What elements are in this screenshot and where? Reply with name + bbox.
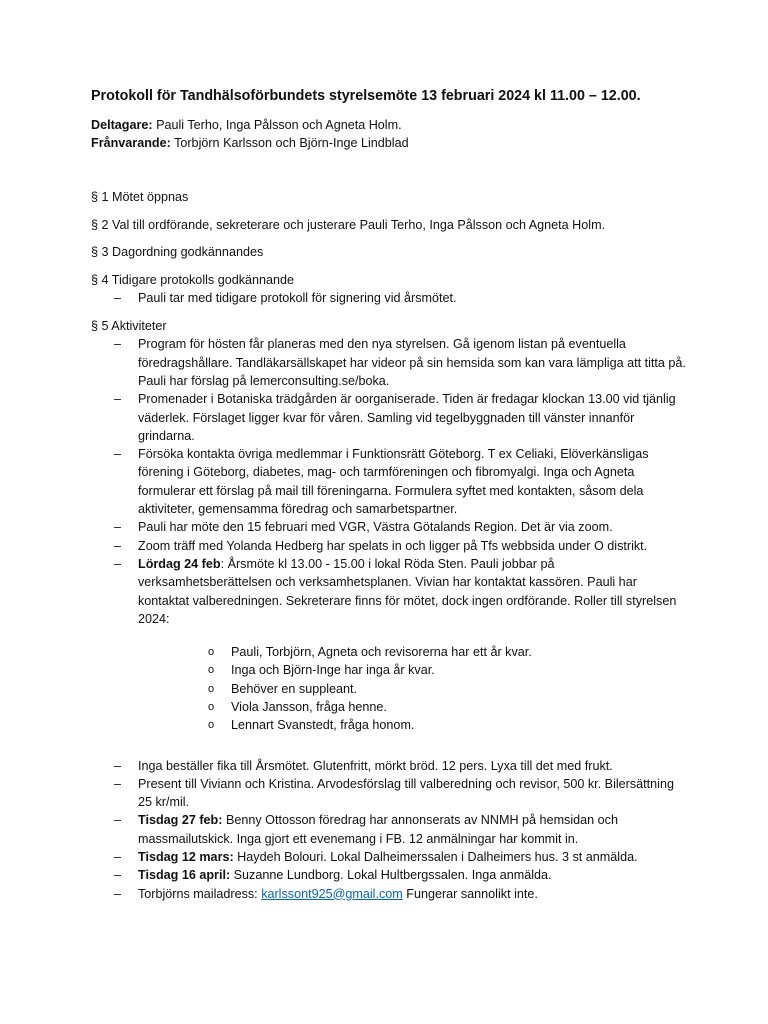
document-title: Protokoll för Tandhälsoförbundets styrelsemöte 13 februari 2024 kl 11.00 – 12.00. bbox=[91, 88, 641, 104]
list-item-text: : Årsmöte kl 13.00 - 15.00 i lokal Röda Sten. Pauli jobbar på verksamhetsberättelsen och verksamhetsplanen. Vivian har kontaktat kassören. Pauli har kontaktat valberedningen. Sekreterare finns för mötet, dock ingen ordförande. Roller till styrelsen 2024: bbox=[138, 556, 677, 626]
list-item bbox=[91, 757, 691, 775]
list-item bbox=[91, 537, 691, 555]
list-item bbox=[91, 518, 691, 536]
list-item-text: Benny Ottosson föredrag har annonserats av NNMH på hemsidan och massmailutskick. Inga gjort ett evenemang i FB. 12 anmälningar har kommit in. bbox=[138, 813, 618, 846]
list-item bbox=[91, 866, 691, 884]
section-2 bbox=[91, 216, 691, 234]
section-1-heading: § 1 Mötet öppnas bbox=[91, 190, 189, 204]
list-item-text: Inga beställer fika till Årsmötet. Glutenfritt, mörkt bröd. 12 pers. Lyxa till det med frukt. bbox=[138, 758, 613, 773]
list-item bbox=[91, 390, 691, 445]
list-item-label: Tisdag 16 april: bbox=[138, 868, 231, 883]
section-3-heading: § 3 Dagordning godkännandes bbox=[91, 245, 264, 260]
section-5-list bbox=[91, 335, 691, 903]
section-5 bbox=[91, 317, 691, 903]
section-4 bbox=[91, 271, 691, 308]
list-item-text: Pauli har möte den 15 februari med VGR, Västra Götalands Region. Det är via zoom. bbox=[138, 520, 613, 535]
roles-item: o Inga och Björn-Inge har inga år kvar. bbox=[138, 661, 691, 679]
sections bbox=[91, 188, 691, 912]
roles-item: o Lennart Svanstedt, fråga honom. bbox=[138, 716, 691, 734]
attendees-value: Pauli Terho, Inga Pålsson och Agneta Holm. bbox=[152, 118, 402, 132]
list-item-text: Haydeh Bolouri. Lokal Dalheimerssalen i Dalheimers hus. 3 st anmälda. bbox=[233, 850, 638, 865]
list-item-text: Fungerar sannolikt inte. bbox=[402, 886, 538, 901]
section-4-list bbox=[91, 289, 691, 307]
section-1 bbox=[91, 188, 691, 206]
section-4-heading: § 4 Tidigare protokolls godkännande bbox=[91, 273, 295, 288]
list-item bbox=[91, 445, 691, 518]
roles-item: o Pauli, Torbjörn, Agneta och revisorerna har ett år kvar. bbox=[138, 643, 691, 661]
list-item bbox=[91, 289, 691, 307]
list-item-annual-meeting bbox=[91, 555, 691, 735]
list-item bbox=[91, 885, 691, 903]
absent-label: Frånvarande: bbox=[91, 136, 171, 151]
list-item-text: Suzanne Lundborg. Lokal Hultbergssalen. Inga anmälda. bbox=[230, 868, 552, 883]
list-item-label: Tisdag 27 feb: bbox=[138, 813, 223, 828]
attendees-line bbox=[91, 116, 409, 134]
section-5-heading: § 5 Aktiviteter bbox=[91, 319, 167, 334]
meta-block bbox=[91, 116, 409, 153]
list-item-label: Tisdag 12 mars: bbox=[138, 850, 234, 865]
section-2-heading: § 2 Val till ordförande, sekreterare och justerare Pauli Terho, Inga Pålsson och Agneta Holm. bbox=[91, 217, 606, 232]
list-item bbox=[91, 811, 691, 848]
attendees-label: Deltagare: bbox=[91, 118, 153, 132]
roles-item: o Viola Jansson, fråga henne. bbox=[138, 698, 691, 716]
list-item bbox=[91, 848, 691, 866]
section-3 bbox=[91, 243, 691, 261]
list-item bbox=[91, 335, 691, 390]
list-item-label: Lördag 24 feb bbox=[138, 556, 221, 571]
list-item-text: Zoom träff med Yolanda Hedberg har spelats in och ligger på Tfs webbsida under O distrikt. bbox=[138, 538, 648, 553]
list-item-text: Torbjörns mailadress: bbox=[138, 886, 262, 901]
list-item-text: Present till Viviann och Kristina. Arvodesförslag till valberedning och revisor, 500 kr. Bilersättning 25 kr/mil. bbox=[138, 776, 674, 810]
list-item-text: Pauli tar med tidigare protokoll för signering vid årsmötet. bbox=[138, 291, 457, 306]
email-link[interactable]: karlssont925@gmail.com bbox=[261, 886, 403, 901]
list-item-text: Promenader i Botaniska trädgården är oorganiserade. Tiden är fredagar klockan 13.00 vid tjänlig väderlek. Förslaget ligger kvar för våren. Samling vid tegelbyggnaden till vänster innanför grindarna. bbox=[138, 392, 676, 443]
list-item-text: Försöka kontakta övriga medlemmar i Funktionsrätt Göteborg. T ex Celiaki, Elöverkänsligas förening i Göteborg, diabetes, mag- och tarmföreningen och fibromyalgi. Inga och Agneta formulerar ett förslag på mail till föreningarna. Formulera syftet med kontakten, såsom dela aktiviteter, gemensamma föredrag och samarbetspartner. bbox=[138, 447, 649, 517]
absent-line bbox=[91, 134, 409, 152]
list-item bbox=[91, 775, 691, 812]
absent-value: Torbjörn Karlsson och Björn-Inge Lindblad bbox=[170, 136, 409, 151]
roles-list bbox=[138, 643, 691, 734]
roles-item: o Behöver en suppleant. bbox=[138, 680, 691, 698]
list-item-text: Program för hösten får planeras med den nya styrelsen. Gå igenom listan på eventuella föredragshållare. Tandläkarsällskapet har videor på sin hemsida som kan vara lämpliga att titta på. Pauli har förslag på lemerconsulting.se/boka. bbox=[138, 337, 686, 388]
